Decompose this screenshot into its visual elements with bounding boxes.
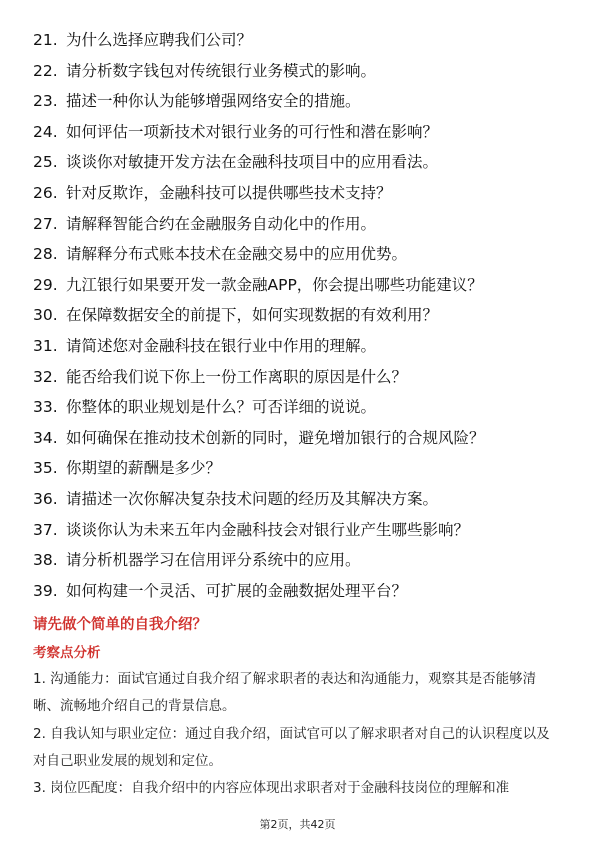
question-item: [33, 515, 573, 546]
question-text: 请分析机器学习在信用评分系统中的应用。: [66, 551, 361, 570]
question-text: 在保障数据安全的前提下，如何实现数据的有效利用？: [66, 306, 439, 325]
analysis-body: [33, 666, 563, 802]
question-text: 九江银行如果要开发一款金融APP，你会提出哪些功能建议？: [66, 275, 483, 294]
question-item: [33, 331, 573, 362]
question-item: [33, 423, 573, 454]
question-number: 21.: [33, 31, 58, 49]
question-item: [33, 453, 573, 484]
analysis-paragraph: 2. 自我认知与职业定位：通过自我介绍，面试官可以了解求职者对自己的认识程度以及对自己职业发展的规划和定位。: [33, 725, 550, 769]
question-item: [33, 117, 573, 148]
question-text: 描述一种你认为能够增强网络安全的措施。: [66, 92, 361, 111]
section-subtitle: 考察点分析: [33, 645, 101, 661]
question-text: 你整体的职业规划是什么？可否详细的说说。: [66, 398, 377, 417]
question-item: [33, 209, 573, 240]
page-footer: 第2页，共42页: [259, 818, 336, 831]
question-item: [33, 86, 573, 117]
question-number: 35.: [33, 459, 58, 478]
question-item: [33, 270, 573, 301]
question-text: 如何确保在推动技术创新的同时，避免增加银行的合规风险？: [66, 428, 485, 447]
question-item: [33, 25, 573, 56]
question-text: 请分析数字钱包对传统银行业务模式的影响。: [66, 61, 377, 80]
question-number: 22.: [33, 61, 58, 80]
question-number: 37.: [33, 520, 58, 539]
question-number: 25.: [33, 153, 58, 172]
question-item: [33, 484, 573, 515]
question-text: 谈谈你对敏捷开发方法在金融科技项目中的应用看法。: [66, 153, 439, 172]
question-item: [33, 545, 573, 576]
question-item: [33, 147, 573, 178]
question-number: 32.: [33, 367, 58, 386]
question-number: 39.: [33, 581, 58, 600]
question-text: 你期望的薪酬是多少？: [66, 459, 222, 478]
question-number: 34.: [33, 428, 58, 447]
question-number: 30.: [33, 306, 58, 325]
question-item: [33, 576, 573, 607]
analysis-paragraph: 3. 岗位匹配度：自我介绍中的内容应体现出求职者对于金融科技岗位的理解和准: [33, 780, 510, 797]
question-number: 29.: [33, 275, 58, 294]
question-number: 28.: [33, 245, 58, 264]
question-number: 38.: [33, 551, 58, 570]
analysis-paragraph: 1. 沟通能力：面试官通过自我介绍了解求职者的表达和沟通能力，观察其是否能够清晰、流畅地介绍自己的背景信息。: [33, 671, 537, 715]
question-text: 请解释智能合约在金融服务自动化中的作用。: [66, 214, 377, 233]
question-number: 36.: [33, 489, 58, 508]
question-item: [33, 56, 573, 87]
question-number: 26.: [33, 183, 58, 202]
question-list: [33, 25, 573, 606]
question-number: 27.: [33, 214, 58, 233]
question-text: 请简述您对金融科技在银行业中作用的理解。: [66, 336, 377, 355]
question-text: 能否给我们说下你上一份工作离职的原因是什么？: [66, 367, 408, 386]
question-item: [33, 178, 573, 209]
question-number: 33.: [33, 398, 58, 417]
question-text: 如何构建一个灵活、可扩展的金融数据处理平台？: [66, 581, 408, 600]
question-text: 为什么选择应聘我们公司？: [66, 31, 253, 49]
question-item: [33, 362, 573, 393]
question-number: 31.: [33, 336, 58, 355]
question-text: 谈谈你认为未来五年内金融科技会对银行业产生哪些影响？: [66, 520, 470, 539]
question-item: [33, 239, 573, 270]
question-item: [33, 300, 573, 331]
question-item: [33, 392, 573, 423]
question-text: 请描述一次你解决复杂技术问题的经历及其解决方案。: [66, 489, 439, 508]
question-text: 如何评估一项新技术对银行业务的可行性和潜在影响？: [66, 122, 439, 141]
section-title: 请先做个简单的自我介绍？: [33, 617, 207, 633]
question-number: 23.: [33, 92, 58, 111]
question-text: 针对反欺诈，金融科技可以提供哪些技术支持？: [66, 183, 392, 202]
question-text: 请解释分布式账本技术在金融交易中的应用优势。: [66, 245, 408, 264]
question-number: 24.: [33, 122, 58, 141]
